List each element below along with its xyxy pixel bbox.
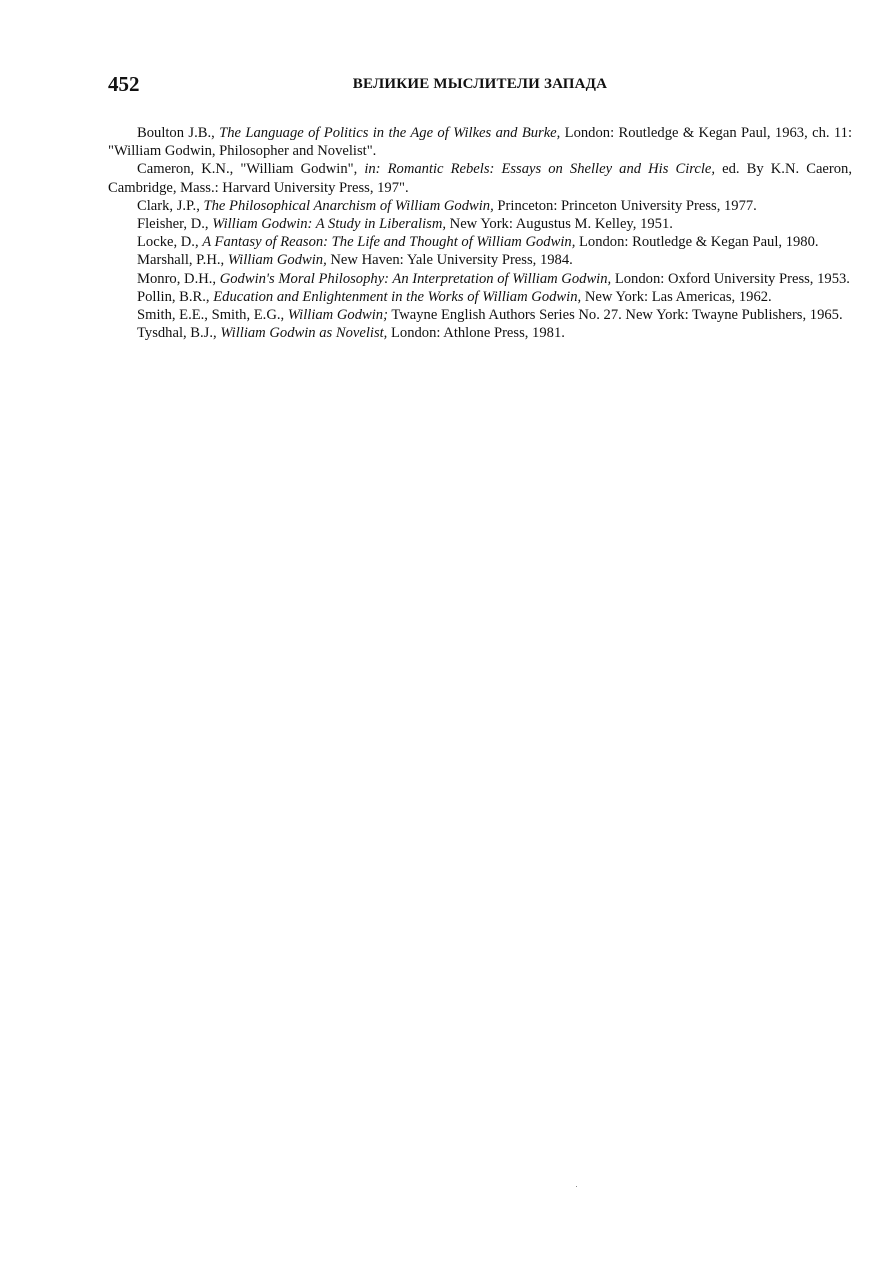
bibliography-list xyxy=(108,124,852,342)
entry-title: The Language of Politics in the Age of Wilkes and Burke, xyxy=(219,125,561,141)
scan-speck xyxy=(576,1186,577,1187)
bibliography-entry xyxy=(108,124,852,160)
bibliography-entry xyxy=(108,251,852,269)
entry-author: Pollin, B.R., xyxy=(137,288,214,305)
entry-title: The Philosophical Anarchism of William Godwin, xyxy=(203,197,494,214)
entry-publication: ed. By K.N. Caeron, Cambridge, Mass.: Harvard University Press, 197". xyxy=(108,161,852,196)
entry-author: Boulton J.B., xyxy=(137,125,220,141)
bibliography-entry xyxy=(108,306,852,324)
entry-publication: New York: Las Americas, 1962. xyxy=(581,288,772,305)
entry-author: Locke, D., xyxy=(137,234,203,251)
entry-title: William Godwin, xyxy=(227,252,327,269)
bibliography-entry xyxy=(108,324,852,342)
entry-title: Education and Enlightenment in the Works of William Godwin, xyxy=(213,288,582,305)
entry-title: Godwin's Moral Philosophy: An Interpretation of William Godwin, xyxy=(219,270,612,287)
entry-publication: London: Athlone Press, 1981. xyxy=(387,325,565,342)
entry-author: Tysdhal, B.J., xyxy=(137,325,221,342)
entry-author: Marshall, P.H., xyxy=(137,252,228,269)
bibliography-entry xyxy=(108,215,852,233)
page-header xyxy=(108,72,852,100)
bibliography-entry xyxy=(108,197,852,215)
page-number: 452 xyxy=(108,72,140,96)
entry-publication: London: Routledge & Kegan Paul, 1963, ch. 11: "William Godwin, Philosopher and Novelist". xyxy=(108,125,852,160)
entry-title: William Godwin; xyxy=(287,307,388,324)
entry-publication: London: Routledge & Kegan Paul, 1980. xyxy=(575,234,819,251)
entry-author: Smith, E.E., Smith, E.G., xyxy=(137,307,288,324)
bibliography-entry xyxy=(108,233,852,251)
bibliography-entry xyxy=(108,288,852,306)
entry-title: in: Romantic Rebels: Essays on Shelley and His Circle, xyxy=(364,161,716,178)
entry-title: William Godwin as Novelist, xyxy=(220,325,388,342)
entry-publication: Twayne English Authors Series No. 27. New York: Twayne Publishers, 1965. xyxy=(387,307,843,324)
entry-publication: London: Oxford University Press, 1953. xyxy=(611,270,850,287)
entry-author: Cameron, K.N., "William Godwin", xyxy=(137,161,365,178)
entry-author: Monro, D.H., xyxy=(137,270,220,287)
running-title: ВЕЛИКИЕ МЫСЛИТЕЛИ ЗАПАДА xyxy=(352,76,608,92)
entry-publication: New Haven: Yale University Press, 1984. xyxy=(326,252,573,269)
bibliography-entry xyxy=(108,270,852,288)
bibliography-entry xyxy=(108,160,852,196)
entry-publication: Princeton: Princeton University Press, 1977. xyxy=(493,197,757,214)
entry-author: Fleisher, D., xyxy=(137,216,213,233)
entry-title: William Godwin: A Study in Liberalism, xyxy=(212,216,447,233)
entry-publication: New York: Augustus M. Kelley, 1951. xyxy=(446,216,673,233)
entry-author: Clark, J.P., xyxy=(137,197,204,214)
entry-title: A Fantasy of Reason: The Life and Thought of William Godwin, xyxy=(202,234,576,251)
